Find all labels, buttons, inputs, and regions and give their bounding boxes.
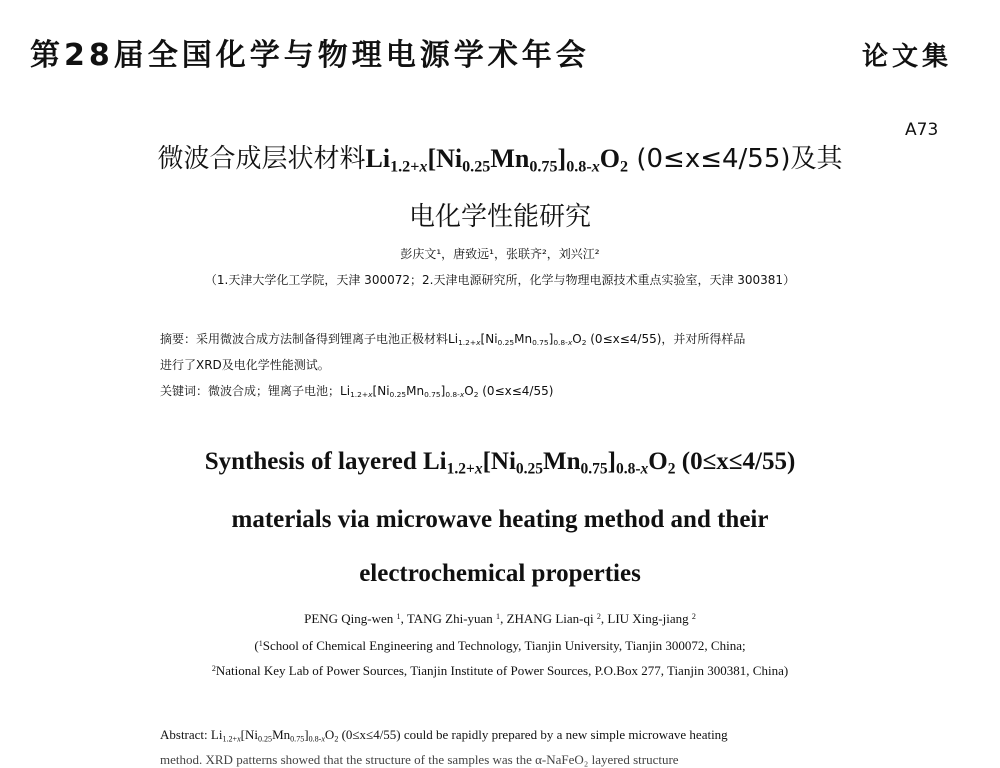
en-abstract-label: Abstract: [160, 727, 208, 742]
zh-abstract-line2: 进行了XRD及电化学性能测试。 [160, 358, 330, 372]
formula: $Li_{1.2+x}[Ni_{0.25}Mn_{0.75}]_{0.8-x}O_2$ [340, 384, 479, 400]
en-author: LIU Xing-jiang [607, 611, 689, 626]
en-abstract-line2: method. XRD patterns showed that the structure of the samples was the α-NaFeO₂ layered structure [160, 752, 679, 767]
en-title-prefix: Synthesis of layered [204, 448, 417, 475]
en-abstract [160, 727, 900, 743]
zh-keywords-label: 关键词： [160, 384, 209, 398]
en-affiliation-1: ($^1$School of Chemical Engineering and Technology, Tianjin University, Tianjin 300072, China; [254, 638, 746, 653]
en-title-line2: materials via microwave heating method and their [231, 506, 769, 533]
zh-title-line2: 电化学性能研究 [408, 202, 591, 232]
conference-title: 第28届全国化学与物理电源学术年会 [30, 38, 590, 73]
en-authors: PENG Qing-wen $^1$, TANG Zhi-yuan $^1$, ZHANG Lian-qi $^2$, LIU Xing-jiang $^2$ [304, 611, 696, 626]
proceedings-label: 论文集 [861, 42, 952, 72]
formula: $Li_{1.2+x}[Ni_{0.25}Mn_{0.75}]_{0.8-x}O_2$ [423, 448, 676, 478]
zh-title-suffix: (0≤x≤4/55)及其 [636, 144, 843, 174]
en-abstract-text: (0≤x≤4/55) could be rapidly prepared by a new simple microwave heating [341, 727, 728, 742]
en-title-range: (0≤x≤4/55) [681, 448, 796, 475]
en-author: ZHANG Lian-qi [506, 611, 594, 626]
zh-abstract [160, 330, 900, 347]
zh-keywords [160, 382, 900, 399]
zh-keywords-text: 微波合成；锂离子电池； [208, 384, 341, 398]
formula: $Li_{1.2+x}[Ni_{0.25}Mn_{0.75}]_{0.8-x}O_2$ [365, 144, 629, 176]
en-affiliation-2-text: National Key Lab of Power Sources, Tianjin Institute of Power Sources, P.O.Box 277, Tianjin 300381, China) [215, 663, 789, 678]
zh-title-prefix: 微波合成层状材料 [157, 144, 366, 174]
en-author: PENG Qing-wen [304, 611, 394, 626]
en-title-line3: electrochemical properties [359, 560, 641, 587]
zh-keywords-range: (0≤x≤4/55) [482, 384, 554, 398]
zh-abstract-text: 采用微波合成方法制备得到锂离子电池正极材料 [196, 332, 449, 346]
page-code: A73 [905, 120, 939, 140]
formula: $Li_{1.2+x}[Ni_{0.25}Mn_{0.75}]_{0.8-x}O_2$ [448, 332, 587, 348]
zh-abstract-label: 摘要： [160, 332, 197, 346]
en-affiliation-1-text: School of Chemical Engineering and Technology, Tianjin University, Tianjin 300072, China; [262, 638, 746, 653]
en-author: TANG Zhi-yuan [406, 611, 493, 626]
en-affiliation-2: $^2$National Key Lab of Power Sources, Tianjin Institute of Power Sources, P.O.Box 277, Tianjin 300381, China) [211, 663, 789, 678]
formula: $Li_{1.2+x}[Ni_{0.25}Mn_{0.75}]_{0.8-x}O_2$ [210, 727, 339, 744]
zh-authors: 彭庆文¹，唐致远¹，张联齐²，刘兴江² [400, 247, 600, 261]
en-title-line1 [0, 448, 1000, 476]
zh-abstract-text: (0≤x≤4/55)，并对所得样品 [590, 332, 746, 346]
zh-title-line1 [0, 138, 1000, 175]
zh-affiliations: （1.天津大学化工学院，天津 300072；2.天津电源研究所，化学与物理电源技术重点实验室，天津 300381） [204, 273, 796, 287]
